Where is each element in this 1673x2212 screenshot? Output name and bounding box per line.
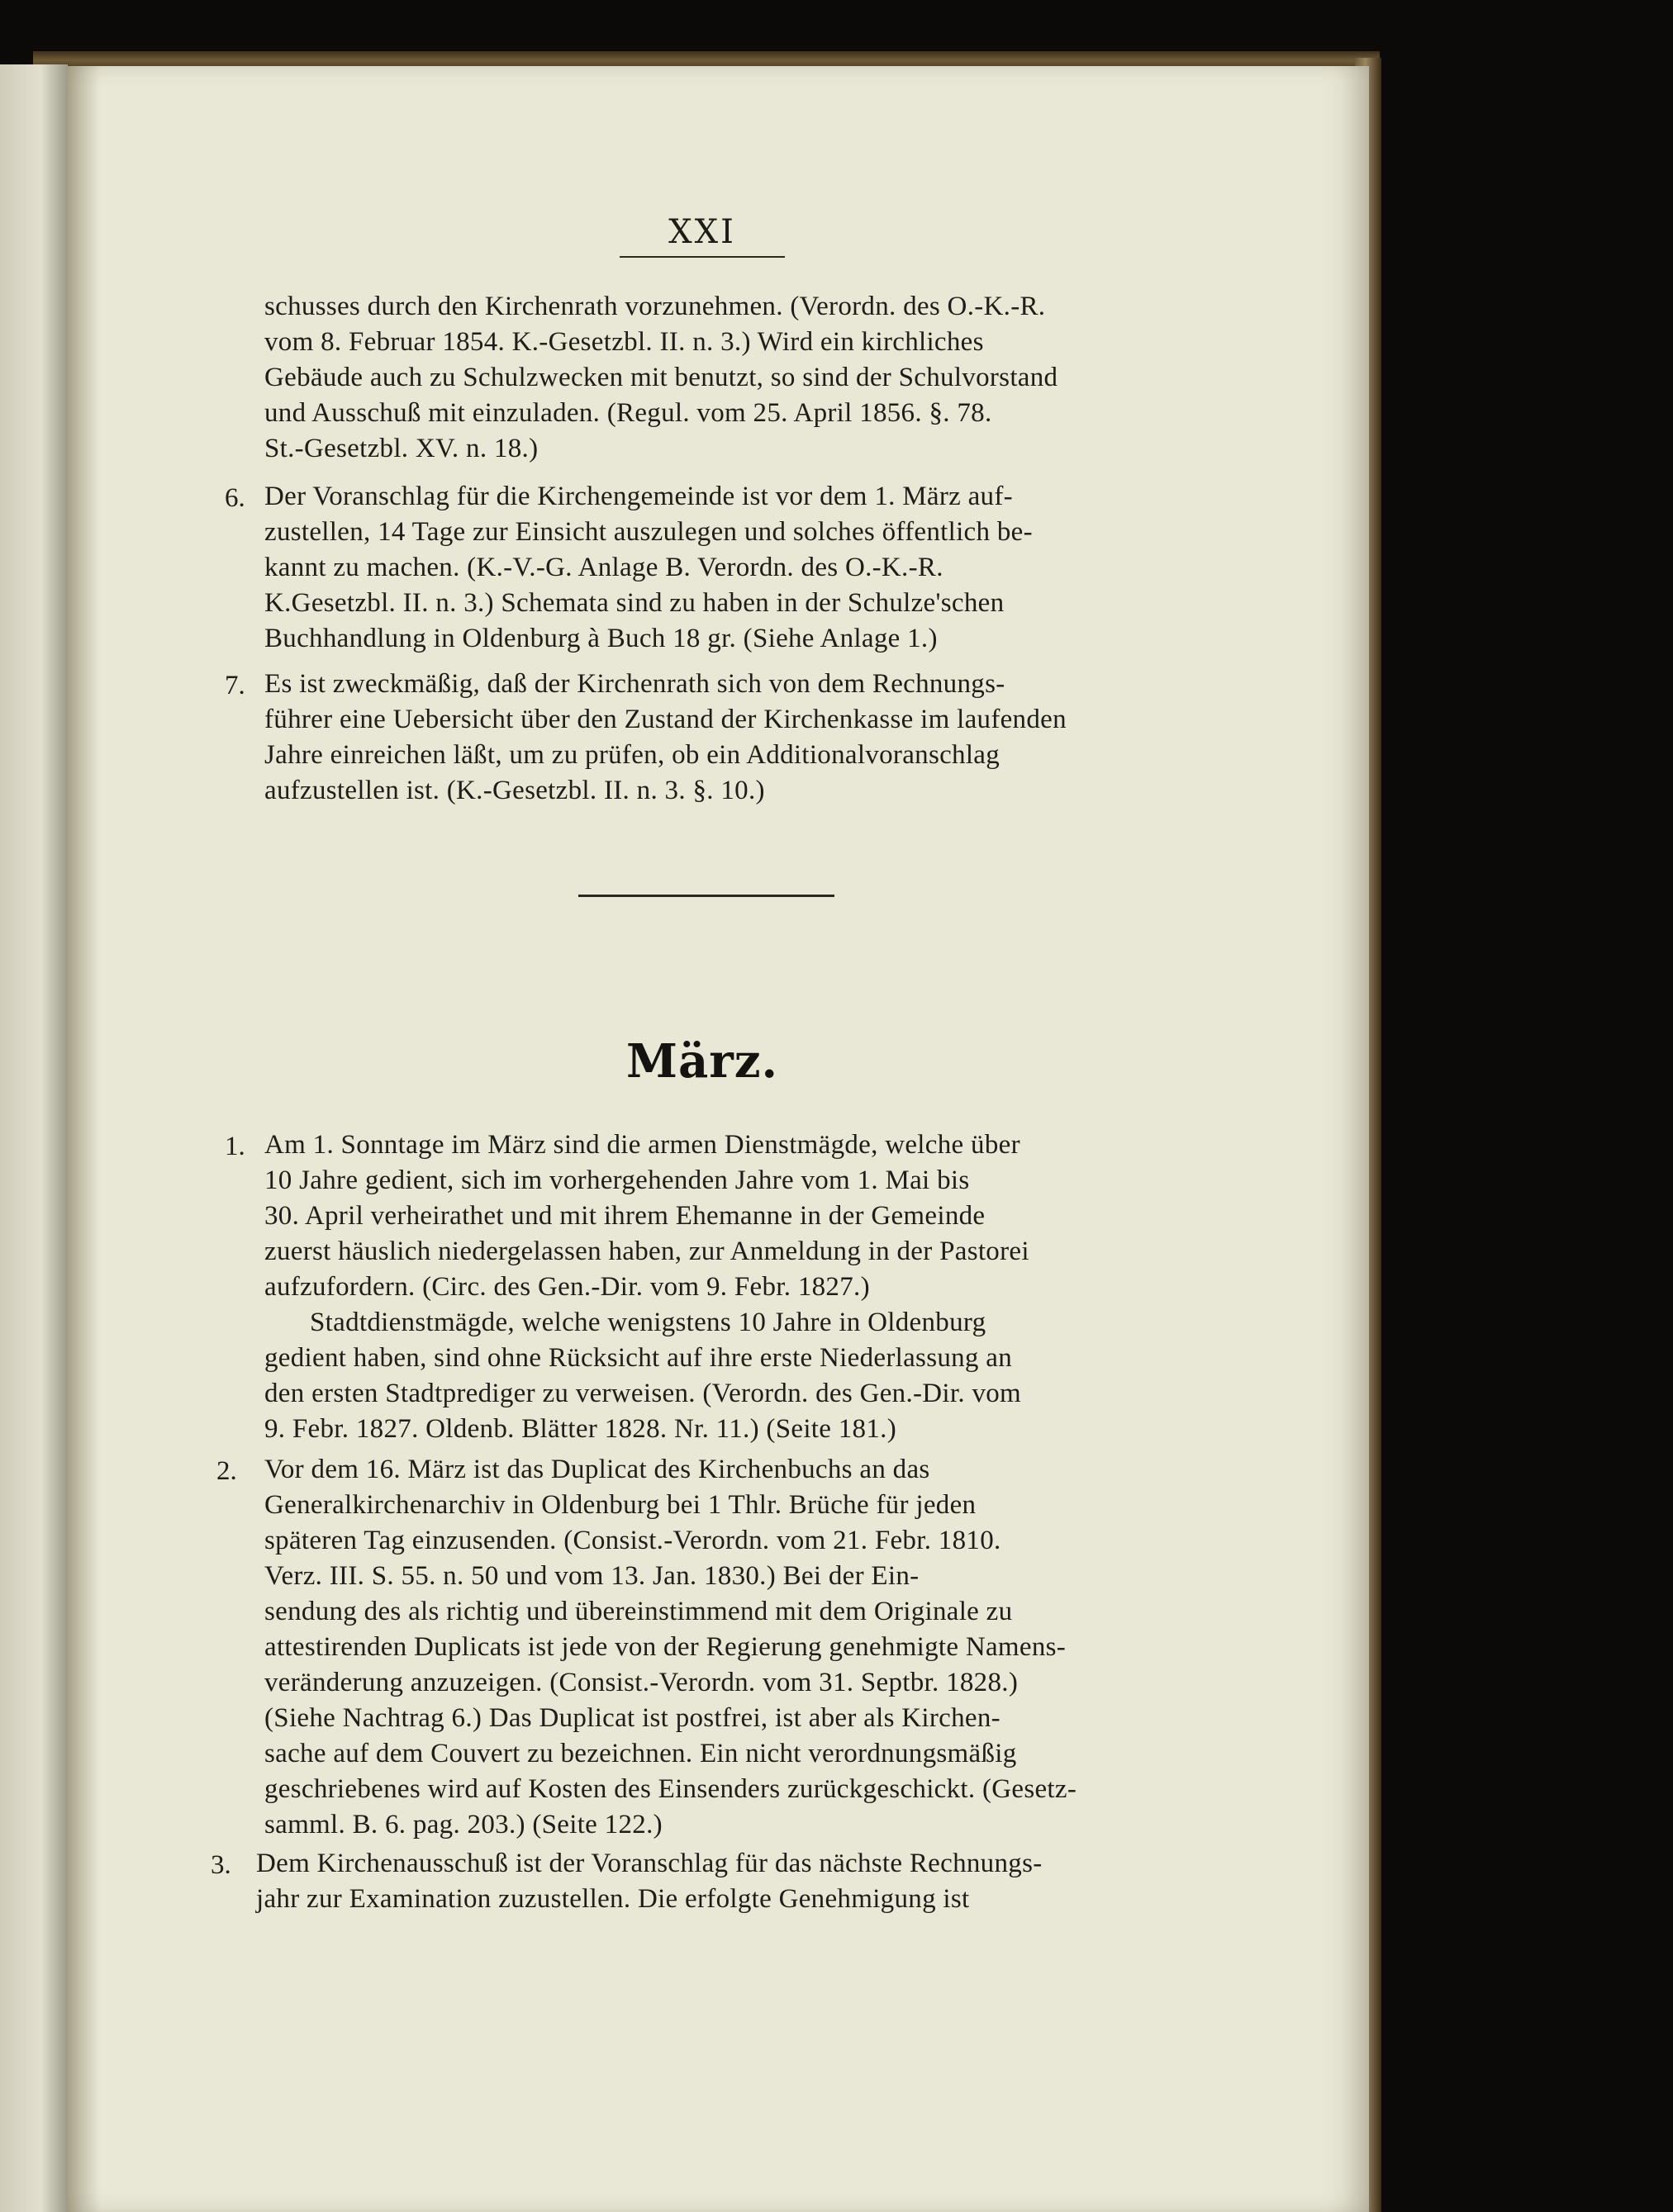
text-line: (Siehe Nachtrag 6.) Das Duplicat ist postfrei, ist aber als Kirchen- bbox=[264, 1703, 1000, 1733]
text-line: aufzustellen ist. (K.-Gesetzbl. II. n. 3. §. 10.) bbox=[264, 776, 765, 805]
text-line: und Ausschuß mit einzuladen. (Regul. vom 25. April 1856. §. 78. bbox=[264, 398, 992, 428]
item-number: 1. bbox=[225, 1132, 245, 1161]
text-line: vom 8. Februar 1854. K.-Gesetzbl. II. n. 3.) Wird ein kirchliches bbox=[264, 327, 984, 357]
item-number: 2. bbox=[216, 1456, 237, 1486]
text-line: K.Gesetzbl. II. n. 3.) Schemata sind zu haben in der Schulze'schen bbox=[264, 588, 1005, 618]
text-line: den ersten Stadtprediger zu verweisen. (Verordn. des Gen.-Dir. vom bbox=[264, 1379, 1022, 1408]
text-line: Generalkirchenarchiv in Oldenburg bei 1 Thlr. Brüche für jeden bbox=[264, 1490, 977, 1520]
item-number: 7. bbox=[225, 671, 245, 700]
text-line: Es ist zweckmäßig, daß der Kirchenrath sich von dem Rechnungs- bbox=[264, 669, 1005, 699]
text-line: St.-Gesetzbl. XV. n. 18.) bbox=[264, 434, 539, 463]
text-line: führer eine Uebersicht über den Zustand der Kirchenkasse im laufenden bbox=[264, 705, 1067, 734]
text-line: geschriebenes wird auf Kosten des Einsenders zurückgeschickt. (Gesetz- bbox=[264, 1774, 1077, 1804]
text-line: veränderung anzuzeigen. (Consist.-Verordn. vom 31. Septbr. 1828.) bbox=[264, 1668, 1019, 1697]
item-number: 3. bbox=[211, 1850, 231, 1880]
text-line: Verz. III. S. 55. n. 50 und vom 13. Jan. 1830.) Bei der Ein- bbox=[264, 1561, 920, 1591]
text-line: 30. April verheirathet und mit ihrem Ehemanne in der Gemeinde bbox=[264, 1201, 986, 1231]
text-line: zustellen, 14 Tage zur Einsicht auszulegen und solches öffentlich be- bbox=[264, 517, 1033, 547]
text-line: 9. Febr. 1827. Oldenb. Blätter 1828. Nr. 11.) (Seite 181.) bbox=[264, 1414, 896, 1444]
section-divider bbox=[578, 895, 834, 897]
text-line: 10 Jahre gedient, sich im vorhergehenden Jahre vom 1. Mai bis bbox=[264, 1165, 970, 1195]
text-line: Gebäude auch zu Schulzwecken mit benutzt, so sind der Schulvorstand bbox=[264, 363, 1058, 392]
text-line: Der Voranschlag für die Kirchengemeinde ist vor dem 1. März auf- bbox=[264, 482, 1013, 511]
text-line: samml. B. 6. pag. 203.) (Seite 122.) bbox=[264, 1810, 663, 1839]
text-line: sendung des als richtig und übereinstimmend mit dem Originale zu bbox=[264, 1597, 1013, 1626]
text-line: schusses durch den Kirchenrath vorzunehmen. (Verordn. des O.-K.-R. bbox=[264, 292, 1046, 321]
item-number: 6. bbox=[225, 483, 245, 513]
text-line: sache auf dem Couvert zu bezeichnen. Ein nicht verordnungsmäßig bbox=[264, 1739, 1017, 1768]
text-line: Vor dem 16. März ist das Duplicat des Kirchenbuchs an das bbox=[264, 1455, 930, 1484]
text-line: Stadtdienstmägde, welche wenigstens 10 Jahre in Oldenburg bbox=[310, 1308, 986, 1337]
text-line: Am 1. Sonntage im März sind die armen Dienstmägde, welche über bbox=[264, 1130, 1020, 1160]
text-line: jahr zur Examination zuzustellen. Die erfolgte Genehmigung ist bbox=[256, 1884, 970, 1914]
text-line: Buchhandlung in Oldenburg à Buch 18 gr. (Siehe Anlage 1.) bbox=[264, 624, 938, 653]
text-line: kannt zu machen. (K.-V.-G. Anlage B. Verordn. des O.-K.-R. bbox=[264, 553, 943, 582]
text-line: attestirenden Duplicats ist jede von der Regierung genehmigte Namens- bbox=[264, 1632, 1067, 1662]
text-line: aufzufordern. (Circ. des Gen.-Dir. vom 9. Febr. 1827.) bbox=[264, 1272, 870, 1302]
page-number: XXI bbox=[668, 213, 736, 251]
text-line: zuerst häuslich niedergelassen haben, zur Anmeldung in der Pastorei bbox=[264, 1237, 1029, 1266]
text-line: Jahre einreichen läßt, um zu prüfen, ob ein Additionalvoranschlag bbox=[264, 740, 1000, 770]
text-line: Dem Kirchenausschuß ist der Voranschlag für das nächste Rechnungs- bbox=[256, 1849, 1043, 1878]
section-heading: März. bbox=[625, 1034, 779, 1089]
text-line: gedient haben, sind ohne Rücksicht auf ihre erste Niederlassung an bbox=[264, 1343, 1013, 1373]
text-line: späteren Tag einzusenden. (Consist.-Verordn. vom 21. Febr. 1810. bbox=[264, 1526, 1001, 1555]
